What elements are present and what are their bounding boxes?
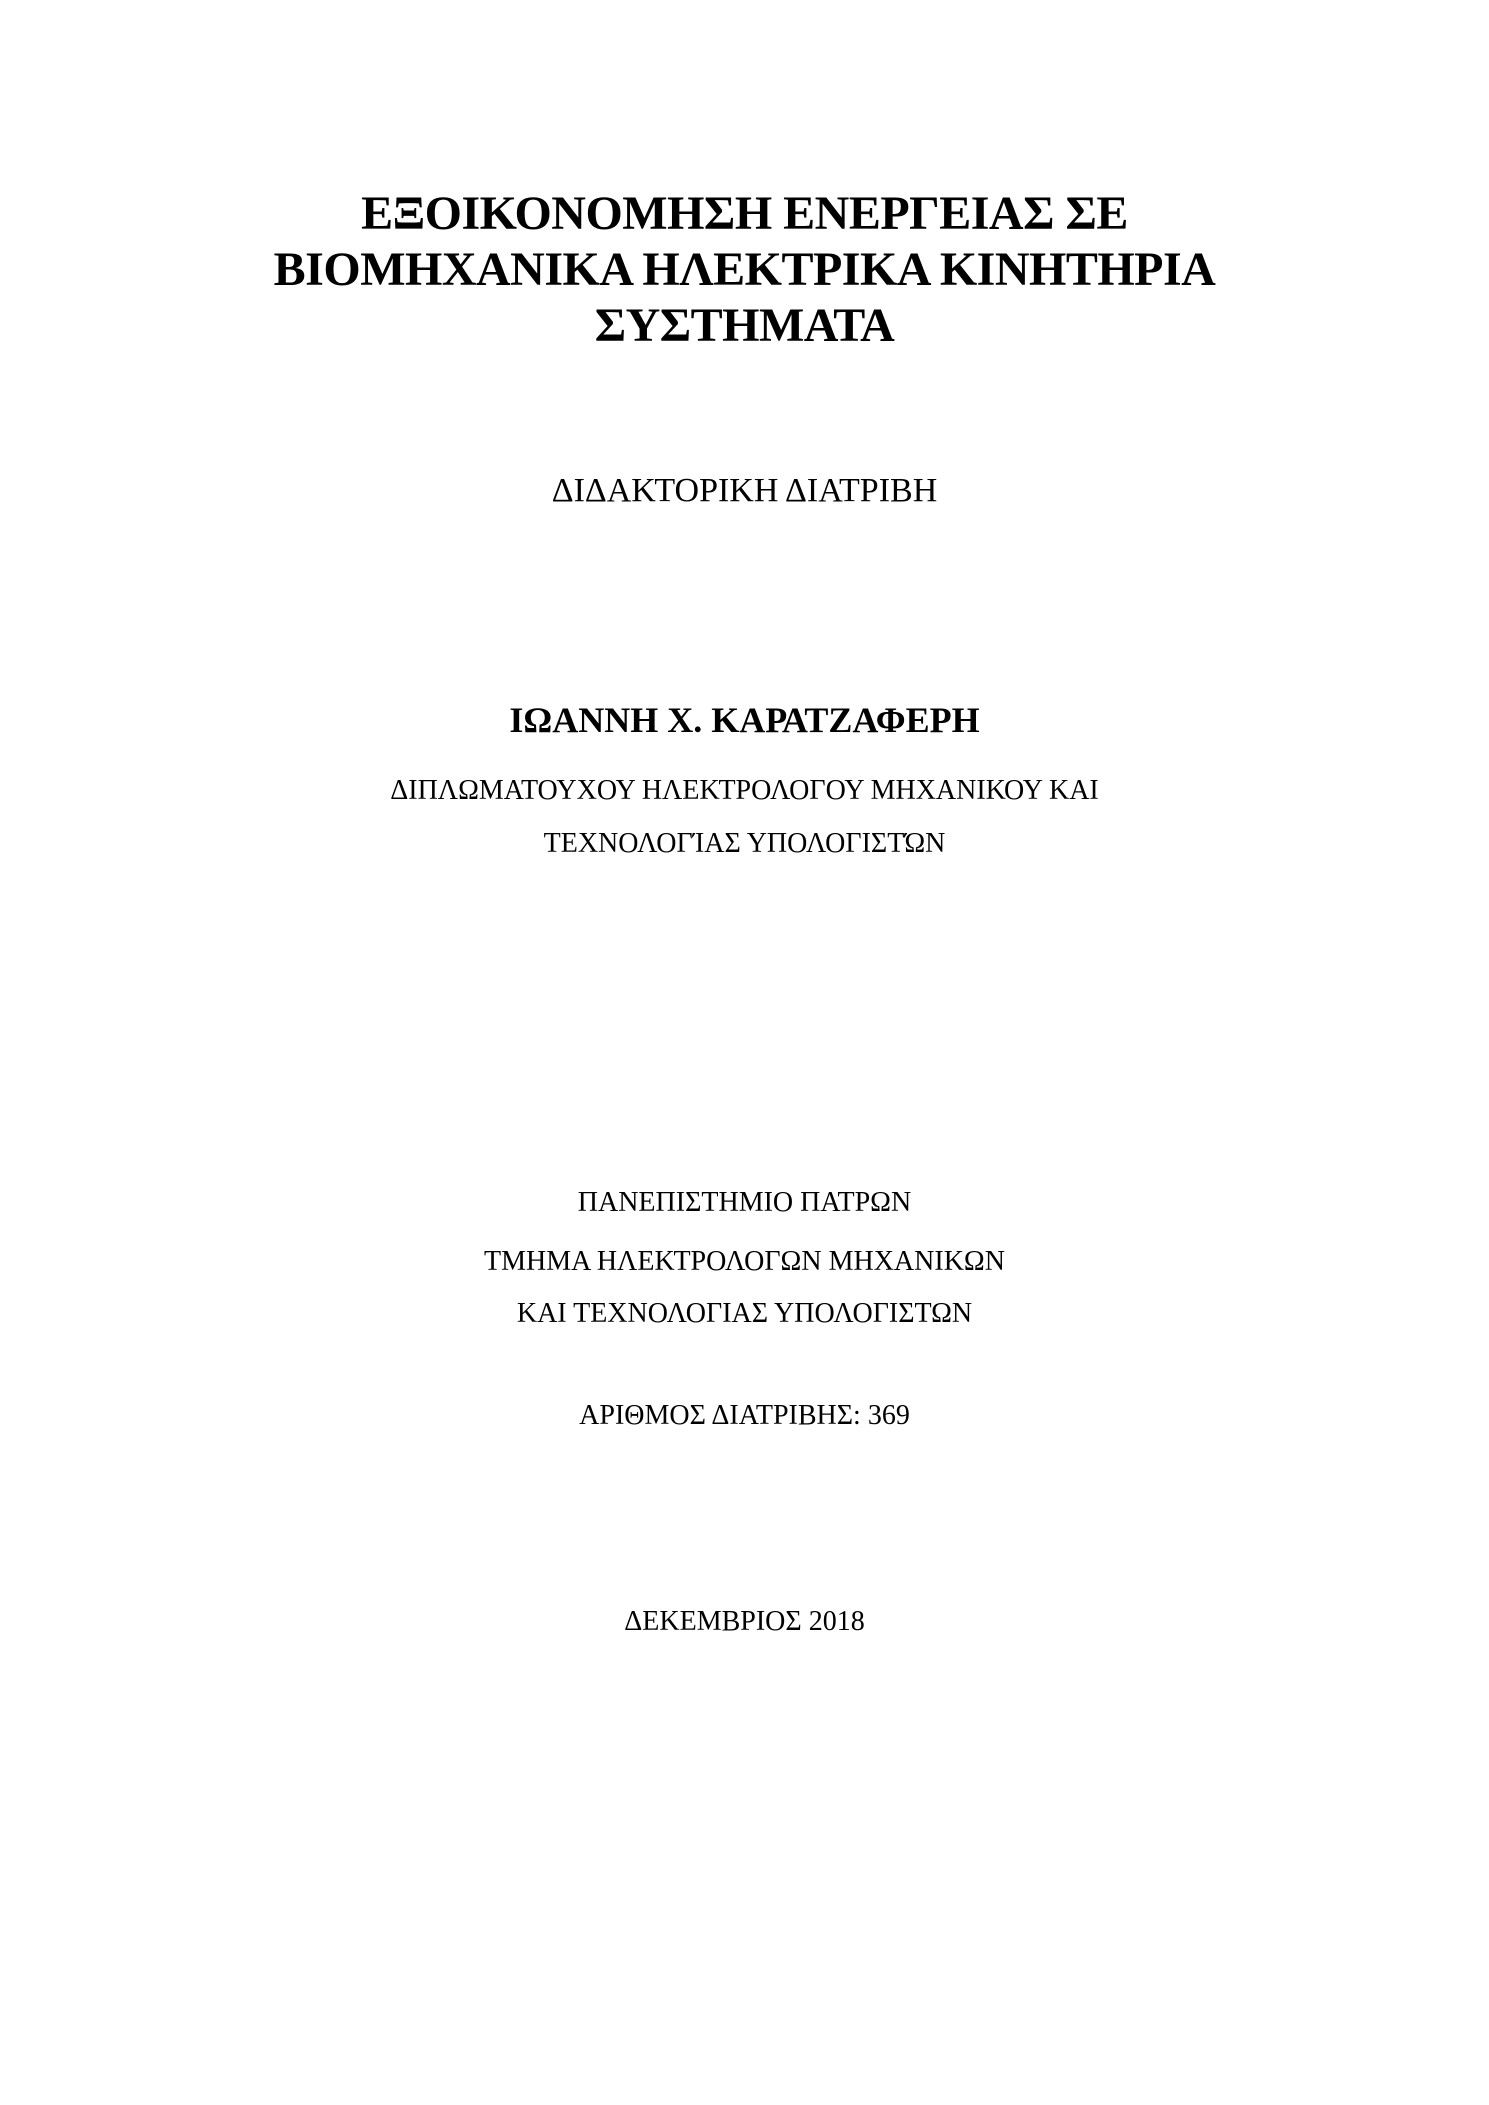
author-name: ΙΩΑΝΝΗ Χ. ΚΑΡΑΤΖΑΦΕΡΗ	[509, 700, 980, 740]
department-line-2: ΚΑΙ ΤΕΧΝΟΛΟΓΙΑΣ ΥΠΟΛΟΓΙΣΤΩΝ	[516, 1298, 973, 1329]
thesis-number: ΑΡΙΘΜΟΣ ΔΙΑΤΡΙΒΗΣ: 369	[579, 1400, 910, 1431]
title-line-2: ΒΙΟΜΗΧΑΝΙΚΑ ΗΛΕΚΤΡΙΚΑ ΚΙΝΗΤΗΡΙΑ	[273, 243, 1216, 296]
publication-date: ΔΕΚΕΜΒΡΙΟΣ 2018	[624, 1606, 865, 1637]
title-line-3: ΣΥΣΤΗΜΑΤΑ	[594, 299, 895, 352]
document-type: ΔΙΔΑΚΤΟΡΙΚΗ ΔΙΑΤΡΙΒΗ	[551, 472, 938, 509]
title-line-1: ΕΞΟΙΚΟΝΟΜΗΣΗ ΕΝΕΡΓΕΙΑΣ ΣΕ	[361, 187, 1128, 240]
university-name: ΠΑΝΕΠΙΣΤΗΜΙΟ ΠΑΤΡΩΝ	[577, 1187, 912, 1218]
department-line-1: ΤΜΗΜΑ ΗΛΕΚΤΡΟΛΟΓΩΝ ΜΗΧΑΝΙΚΩΝ	[484, 1246, 1005, 1277]
author-degree-line-2: ΤΕΧΝΟΛΟΓΊΑΣ ΥΠΟΛΟΓΙΣΤΏΝ	[543, 828, 946, 859]
author-degree-line-1: ΔΙΠΛΩΜΑΤΟΥΧΟΥ ΗΛΕΚΤΡΟΛΟΓΟΥ ΜΗΧΑΝΙΚΟΥ ΚΑΙ	[390, 775, 1099, 806]
